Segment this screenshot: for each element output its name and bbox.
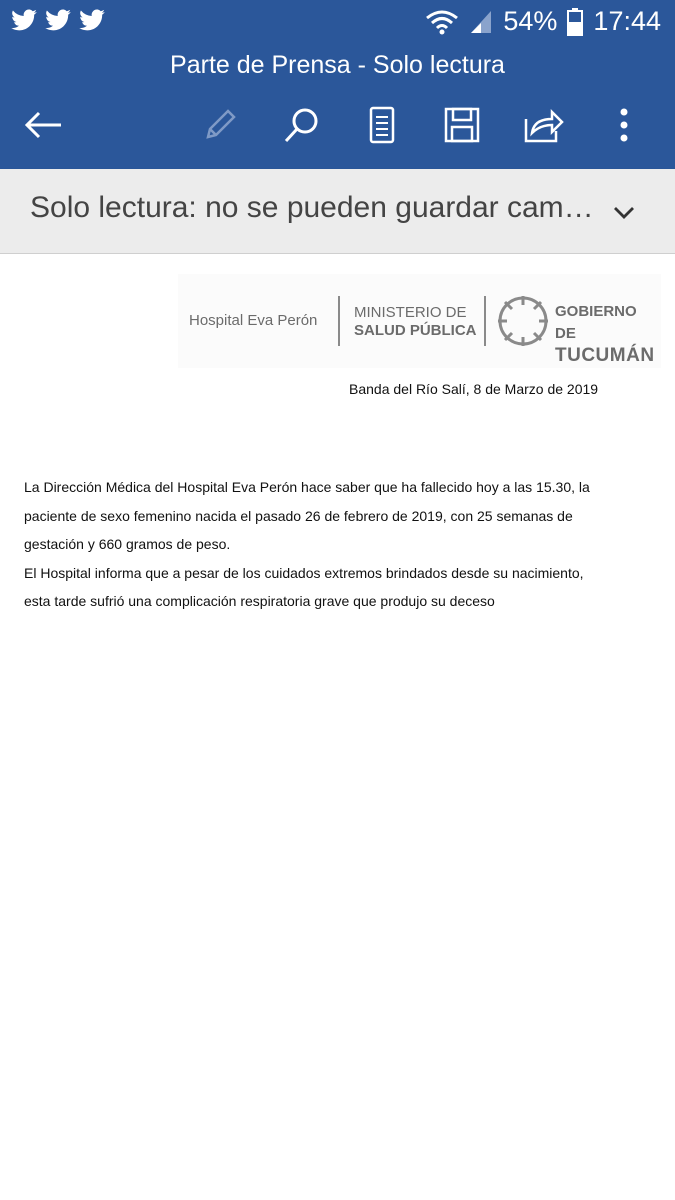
ministry-line1: MINISTERIO DE: [354, 304, 467, 321]
save-icon: [442, 105, 482, 145]
battery-icon: [567, 8, 583, 36]
document-title: Parte de Prensa - Solo lectura: [170, 51, 505, 79]
wifi-icon: [425, 9, 459, 35]
body-line: paciente de sexo femenino nacida el pasado 26 de febrero de 2019, con 25 semanas de: [24, 507, 573, 524]
status-bar: [0, 0, 675, 45]
reading-view-button[interactable]: [360, 103, 404, 147]
ministry-logo-text: [354, 304, 477, 340]
body-line: El Hospital informa que a pesar de los cuidados extremos brindados desde su nacimiento,: [24, 564, 584, 581]
divider: [338, 296, 340, 346]
date-line: Banda del Río Salí, 8 de Marzo de 2019: [349, 381, 599, 397]
back-button[interactable]: [21, 103, 65, 147]
press-release-body: [24, 473, 624, 616]
more-options-icon: [618, 107, 630, 143]
app-bar: [0, 45, 675, 169]
hospital-name: Hospital Eva Perón: [189, 312, 318, 329]
back-arrow-icon: [23, 110, 63, 140]
ministry-line2: SALUD PÚBLICA: [354, 322, 477, 339]
divider: [484, 296, 486, 346]
letterhead: [178, 274, 661, 368]
body-line: La Dirección Médica del Hospital Eva Perón hace saber que ha fallecido hoy a las 15.30, la: [24, 479, 590, 495]
government-line2: TUCUMÁN: [555, 345, 655, 366]
twitter-icon: [78, 9, 106, 33]
government-logo-text: [555, 301, 661, 367]
read-only-message: Solo lectura: no se pueden guardar cam…: [30, 191, 594, 224]
search-icon: [282, 105, 322, 145]
read-only-info-bar[interactable]: [0, 169, 675, 254]
government-sun-logo-icon: [496, 294, 550, 348]
twitter-icon: [10, 9, 38, 33]
chevron-down-icon[interactable]: [609, 197, 639, 227]
more-options-button[interactable]: [602, 103, 646, 147]
twitter-icon: [44, 9, 72, 33]
battery-percent: 54%: [503, 6, 558, 36]
reading-view-icon: [367, 105, 397, 145]
government-line1: GOBIERNO DE: [555, 303, 637, 342]
share-button[interactable]: [521, 103, 565, 147]
body-line: esta tarde sufrió una complicación respiratoria grave que produjo su deceso: [24, 593, 495, 610]
edit-button[interactable]: [198, 103, 242, 147]
document-page: [0, 254, 675, 1200]
search-button[interactable]: [280, 103, 324, 147]
signal-icon: [469, 9, 493, 35]
save-button[interactable]: [440, 103, 484, 147]
body-line: gestación y 660 gramos de peso.: [24, 536, 231, 553]
clock: 17:44: [593, 6, 661, 36]
edit-pencil-icon: [200, 105, 240, 145]
share-icon: [522, 105, 564, 145]
notification-icons: [10, 9, 106, 33]
